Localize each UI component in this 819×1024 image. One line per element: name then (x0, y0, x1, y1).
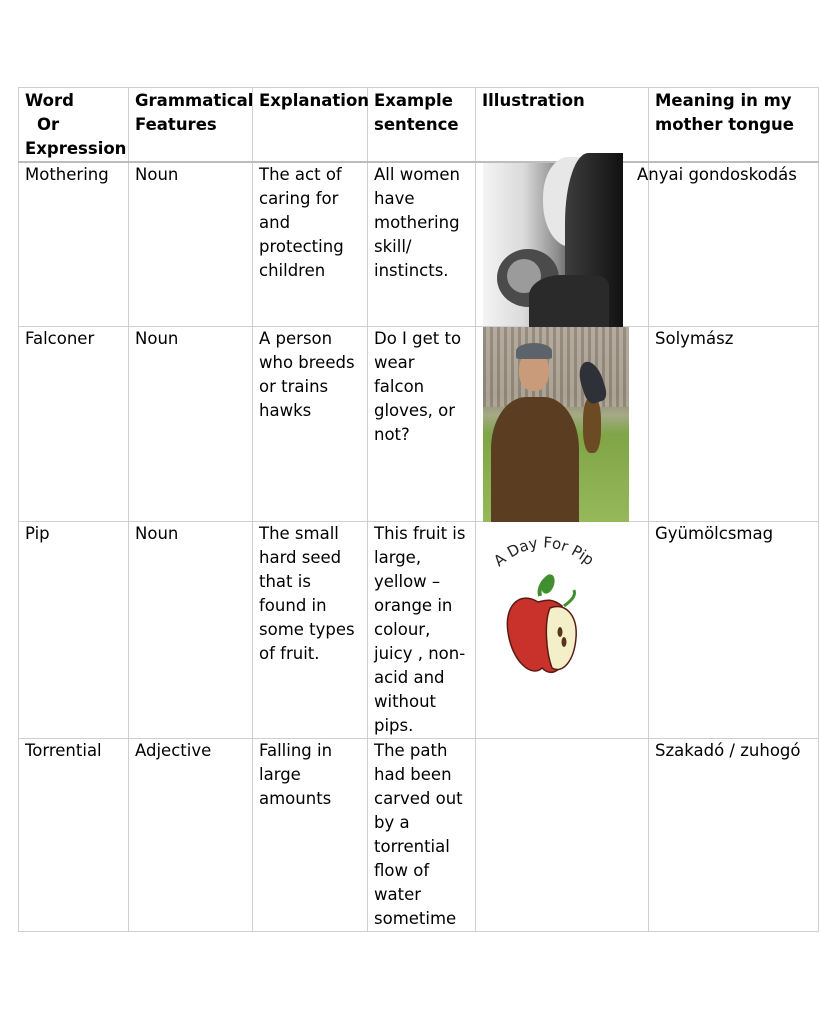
mother-and-baby-photo (483, 163, 619, 326)
vocabulary-table (18, 87, 819, 932)
header-word-line3: Expression (25, 139, 127, 158)
row-grammar: Noun (129, 326, 253, 521)
header-meaning: Meaning in my mother tongue (649, 88, 819, 163)
row-illustration-empty (476, 738, 649, 931)
apple-caption-text: A Day For Pip (490, 532, 598, 570)
row-illustration (476, 162, 649, 326)
table-row (19, 162, 819, 326)
header-word-line1: Word (25, 91, 74, 110)
falconer-photo (483, 327, 629, 522)
row-grammar: Noun (129, 521, 253, 738)
table-header-row (19, 88, 819, 163)
row-explanation: Falling in large amounts (253, 738, 368, 931)
header-word (19, 88, 129, 163)
row-illustration (476, 521, 649, 738)
header-example: Example sentence (368, 88, 476, 163)
row-meaning (637, 162, 819, 326)
row-meaning: Gyümölcsmag (649, 521, 819, 738)
header-illustration: Illustration (476, 88, 649, 163)
table-row (19, 326, 819, 521)
table-row (19, 738, 819, 931)
row-example: All women have mothering skill/ instincts. (368, 162, 476, 326)
row-word: Mothering (19, 162, 129, 326)
header-explanation: Explanation (253, 88, 368, 163)
row-grammar: Adjective (129, 738, 253, 931)
header-word-line2: Or (37, 115, 60, 134)
row-word: Pip (19, 521, 129, 738)
row-meaning: Solymász (649, 326, 819, 521)
apple-illustration (488, 522, 606, 682)
apple-clipart (488, 522, 606, 682)
row-explanation: The act of caring for and protecting children (253, 162, 368, 326)
row-grammar: Noun (129, 162, 253, 326)
row-word: Torrential (19, 738, 129, 931)
row-explanation: The small hard seed that is found in some types of fruit. (253, 521, 368, 738)
header-grammar: Grammatical Features (129, 88, 253, 163)
table-row (19, 521, 819, 738)
row-illustration (476, 326, 649, 521)
row-example: The path had been carved out by a torrential flow of water sometime (368, 738, 476, 931)
row-explanation: A person who breeds or trains hawks (253, 326, 368, 521)
row-example: This fruit is large, yellow – orange in colour, juicy , non-acid and without pips. (368, 521, 476, 738)
row-example: Do I get to wear falcon gloves, or not? (368, 326, 476, 521)
meaning-text: Anyai gondoskodás (637, 165, 797, 184)
row-meaning: Szakadó / zuhogó (649, 738, 819, 931)
row-word: Falconer (19, 326, 129, 521)
